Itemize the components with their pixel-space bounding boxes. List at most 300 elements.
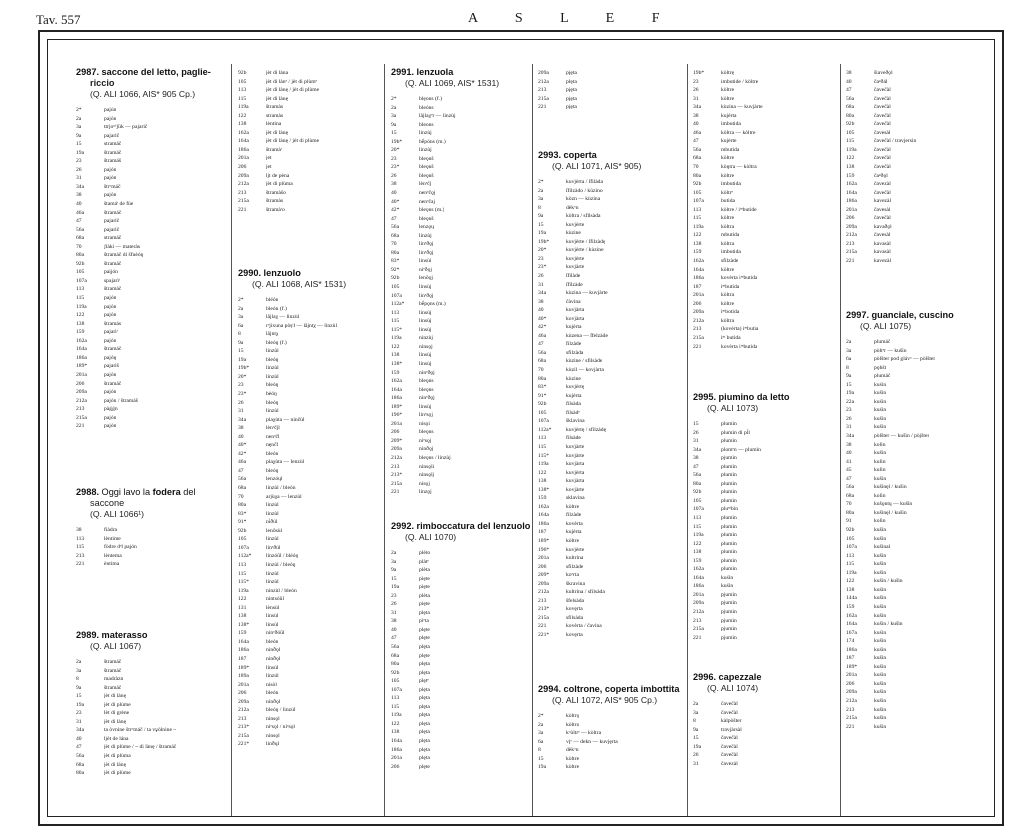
dialect-form: kolìn [874,441,886,448]
entry-row [238,154,319,163]
locality-number: 40 [538,307,544,314]
dialect-form: nenᵉčǫj [419,190,436,197]
locality-number: 144a [846,595,857,602]
dialect-form: linsùl [266,613,279,620]
entry-row [846,680,954,689]
locality-number: 159 [693,249,702,256]
entry-row [238,510,346,519]
entry-row [538,554,641,563]
dialect-form: škla​vina [566,418,585,425]
locality-number: 159 [238,630,247,637]
entry-list [76,526,196,569]
entry-row [391,292,499,301]
entry-row [391,445,499,454]
locality-number: 186a [76,354,87,361]
dialect-form: jèt di plùme [104,770,131,777]
entry-row [391,146,499,155]
locality-number: 213* [238,724,250,731]
entry-row [846,612,954,621]
dialect-form: ljt de pèna [266,172,290,179]
locality-number: 46a [76,209,85,216]
locality-number: 105 [238,78,247,85]
dialect-form: kuvjàrte [566,452,585,459]
entry-list [538,178,641,640]
dialect-form: pìęte [419,584,430,591]
entry-row [391,317,499,326]
section-2992-continued [538,69,577,112]
entry-row [391,643,530,652]
locality-number: 68a [391,652,400,659]
locality-number: 9a [538,213,544,220]
dialect-form: kujèrta [566,529,582,536]
dialect-form: bleóŋ [266,399,279,406]
dialect-form: pajarič [104,218,120,225]
entry-row [538,78,577,87]
locality-number: 23 [391,592,397,599]
dialect-form: bleǫnš [419,155,434,162]
locality-number: 122 [693,540,702,547]
locality-number: 56a [391,224,400,231]
entry-row [238,305,346,314]
entry-row [76,243,211,252]
entry-row [693,180,763,189]
locality-number: 213 [76,552,85,559]
dialect-form: linzùl [266,510,279,517]
entry-row [693,283,763,292]
section-2987 [76,67,211,431]
locality-number: 47 [76,218,82,225]
dialect-form: pajón [104,175,117,182]
section-number: 2990. [238,268,264,278]
dialect-form: pajón [104,295,117,302]
entry-row [391,626,530,635]
dialect-form: plęta [419,729,430,736]
section-title [391,521,530,532]
dialect-form: čavesàl [874,129,891,136]
locality-number: 115 [76,544,85,551]
dialect-form: pįęta [566,70,577,76]
entry-row [538,323,641,332]
dialect-form: kùzine [566,230,581,237]
entry-row [76,718,176,727]
locality-number: 201a [391,420,402,427]
dialect-form: sklavina [566,495,585,502]
section-number: 2996. [693,672,719,682]
locality-number: 70 [693,164,699,171]
dialect-form: linzùl [266,348,279,355]
entry-list [238,69,319,214]
dialect-form: plęte [419,652,430,659]
locality-number: 221 [238,206,247,213]
entry-row [391,180,499,189]
locality-number: 20* [238,373,247,380]
locality-number: 56a [693,146,702,153]
locality-number: 119a [538,461,549,468]
entry-row [391,463,499,472]
dialect-form: ſfilzàdo / kùzino [566,187,603,194]
section-number: 2994. [538,684,564,694]
locality-number: 122 [391,343,400,350]
dialect-form: pàǵǵn [104,406,118,413]
entry-row [693,514,790,523]
dialect-form: jèt di lànę / jèt di plùme [266,87,320,94]
dialect-form: šfelsàda [566,597,585,604]
dialect-form: linzùl / bleón [266,485,296,492]
entry-row [238,621,346,630]
entry-row [76,535,196,544]
entry-row [391,112,499,121]
locality-number: 105 [238,536,247,543]
locality-number: 189* [238,664,250,671]
entry-row [238,501,346,510]
locality-number: 26 [846,415,852,422]
locality-number: 213 [391,463,400,470]
locality-number: 38 [846,441,852,448]
locality-number: 105 [693,497,702,504]
dialect-form: kùzine [566,375,581,382]
dialect-form: pajarič [104,226,120,233]
entry-row [846,483,954,492]
entry-row [391,754,530,763]
locality-number: 3a [693,709,699,716]
dialect-form: jet [266,164,272,171]
entry-row [391,488,499,497]
entry-row [76,380,211,389]
dialect-form: jet [266,155,272,162]
entry-row [76,277,211,286]
locality-number: 8 [538,747,541,754]
dialect-form: èntima [104,561,120,568]
locality-number: 212a [538,78,549,85]
entry-row [846,163,916,172]
locality-number: 215a [538,614,549,621]
dialect-form: kòltre [721,95,735,102]
locality-number: 26 [693,429,699,436]
dialect-form: bleón [266,690,279,697]
locality-number: 206 [538,563,547,570]
dialect-form: ninzùj [419,335,433,342]
entry-row [76,726,176,735]
locality-number: 209* [538,572,550,579]
entry-row [391,454,499,463]
dialect-form: kuśìn [874,398,887,405]
entry-row [76,735,176,744]
locality-number: 19b* [238,365,250,372]
dialect-form: štramàšo [266,189,286,196]
entry-row [76,769,176,778]
dialect-form: plęta [419,703,430,710]
section-title [238,268,346,279]
dialect-form: dèkᵒn [566,747,579,754]
dialect-form: dèkᵒn [566,204,579,211]
locality-number: 159 [846,603,855,610]
plate-inner-frame [47,39,995,817]
dialect-form: štramáč [104,149,122,156]
locality-number: 119a [846,146,857,153]
entry-row [538,486,641,495]
dialect-form: plaχùta — ninčùl [266,416,305,423]
entry-row [538,520,641,529]
dialect-form: imbutida [721,249,741,256]
dialect-form: čavečàl [874,215,891,222]
dialect-form: bleóŋ (f.) [266,339,287,346]
dialect-form: plumìn [721,532,737,539]
entry-row [238,475,346,484]
entry-row [538,86,577,95]
locality-number: 221 [76,561,85,568]
dialect-form: kòltrę [721,70,735,76]
dialect-form: pįęta [566,87,577,94]
locality-number: 215a [391,480,402,487]
section-2996 [693,672,761,768]
locality-number: 68a [76,235,85,242]
locality-number: 56a [693,472,702,479]
locality-number: 9a [76,684,82,691]
locality-number: 92b [538,401,547,408]
dialect-form: čavečàl [874,164,891,171]
entry-row [76,752,176,761]
dialect-form: kòltra [721,317,735,324]
section-heading-text: guanciale, cuscino [871,310,954,320]
locality-number: 40* [238,442,247,449]
entry-row [238,518,346,527]
locality-number: 164a [238,638,249,645]
entry-row [391,95,499,104]
dialect-form: ninᵉðǫj [419,369,435,376]
entry-row [538,357,641,366]
dialect-form: kòltre [721,215,735,222]
dialect-form: imbutide / kòltre [721,78,759,85]
dialect-form: plęta [419,712,430,719]
dialect-form: pìęte [419,601,430,608]
locality-number: 47 [693,138,699,145]
dialect-form: kušìn [874,450,887,457]
dialect-form: imbutida [721,121,741,128]
section-2994-continued [693,69,763,351]
dialect-form: linsùi [419,258,432,265]
locality-number: 221 [846,723,855,730]
dialect-form: lenzǫų [419,224,434,231]
dialect-form: čavečàl [874,112,891,119]
dialect-form: pòlšter pod glávᵒ — pòlšter [874,356,936,363]
dialect-form: ninᵉðǫj [419,395,435,402]
section-title [538,684,679,695]
dialect-form: iᵐbotida [721,309,740,316]
dialect-form: kavezàl [874,198,892,205]
locality-number: 80a [846,509,855,516]
locality-number: 138 [846,586,855,593]
entry-row [391,138,499,147]
entry-row [846,723,954,732]
locality-number: 138* [391,360,403,367]
dialect-form: lènsùl [266,604,280,611]
dialect-form: kuvjèrtę / sfilzàdę [566,426,607,433]
dialect-form: kujèrta [721,112,737,119]
entry-row [391,172,499,181]
entry-row [391,437,499,446]
entry-row [76,209,211,218]
entry-row [391,249,499,258]
entry-row [693,223,763,232]
locality-number: 221* [538,631,550,638]
entry-row [238,587,346,596]
section-source-reference: (Q. ALI 1073) [707,403,759,413]
locality-number: 186a [693,583,704,590]
dialect-form: plęta [419,746,430,753]
dialect-form: nisǫi [419,420,430,427]
entry-row [76,684,176,693]
entry-row [391,686,530,695]
locality-number: 34a [846,433,855,440]
entry-row [238,715,346,724]
dialect-form: linzùl [266,536,279,543]
entry-row [693,608,790,617]
dialect-form: plęta [566,78,577,85]
dialect-form: jèt di lànę [104,718,127,725]
locality-number: 119a [391,712,402,719]
entry-row [693,557,790,566]
dialect-form: linzùj [419,147,432,154]
entry-row [693,112,763,121]
dialect-form: kuvjèrte [566,546,585,553]
entry-row [846,441,954,450]
entry-row [846,586,954,595]
dialect-form: škravina [566,580,585,587]
locality-number: 105 [846,129,855,136]
section-source-reference: (Q. ALI 1075) [860,321,912,331]
entry-row [391,257,499,266]
locality-number: 186a [391,395,402,402]
entry-row [238,322,346,331]
entry-row [693,463,790,472]
locality-number: 15 [391,575,397,582]
locality-number: 209a [846,223,857,230]
locality-number: 119a [238,587,249,594]
section-heading-text: coperta [563,150,597,160]
dialect-form: plumìn [721,421,737,427]
locality-number: 159 [846,172,855,179]
dialect-form: pajón [104,414,117,421]
entry-row [238,646,346,655]
dialect-form: kuśìn [874,672,887,679]
locality-number: 119a [693,532,704,539]
dialect-form: čavečàl [721,701,738,707]
entry-row [538,187,641,196]
dialect-form: štamáᵗ de fùe [104,201,134,208]
section-number: 2987. [76,67,102,77]
dialect-form: štramáč [104,380,122,387]
dialect-form: kᵒùltrᵉ — kòltra [566,730,602,737]
dialect-form: linsùl [266,621,279,628]
locality-number: 112a* [238,553,252,560]
dialect-form: čaᵍðǫl [874,172,888,179]
dialect-form: lâjlaχᵉr — linzùj [419,113,456,120]
section-source-reference: (Q. ALI 1069, AIS* 1531) [405,78,500,88]
entry-row [846,517,954,526]
dialect-form: linzóŭl / bléóŋ [266,553,299,560]
locality-number: 162a [693,258,704,265]
dialect-form: kušìnęl / kušìn [874,484,907,491]
dialect-form: plàtᵒ [419,558,429,565]
section-title [76,67,211,78]
locality-number: 212a [538,589,549,596]
locality-number: 201a [846,672,857,679]
entry-row [693,214,763,223]
dialect-form: lâjntχ [266,331,279,338]
dialect-form: lenǒsùl [266,527,283,534]
dialect-form: čavečàl / travjersìn [874,138,917,145]
locality-number: 8 [693,718,696,725]
section-2989 [76,630,176,778]
locality-number: 221 [76,423,85,430]
locality-number: 122 [693,232,702,239]
dialect-form: fiàdra [104,527,118,533]
locality-number: 119a [391,335,402,342]
dialect-form: čavečàl [874,87,891,94]
entry-row [76,303,211,312]
entry-row [538,511,641,520]
entry-row [391,394,499,403]
locality-number: 92b [391,275,400,282]
locality-number: 92b [846,527,855,534]
dialect-form: pìęte [419,575,430,582]
entry-row [693,437,790,446]
locality-number: 80a [238,502,247,509]
dialect-form: iᵐ butida [721,334,741,341]
dialect-form: lenǒǫj [419,275,433,282]
locality-number: 159 [693,557,702,564]
locality-number: 209a [538,580,549,587]
locality-number: 213 [76,406,85,413]
locality-number: 56a [76,753,85,760]
locality-number: 46a [693,129,702,136]
entry-row [693,574,790,583]
locality-number: 189* [391,403,403,410]
locality-number: 105 [391,284,400,291]
entry-row [238,544,346,553]
entry-row [76,115,211,124]
locality-number: 221 [538,104,547,111]
locality-number: 209a [238,698,249,705]
section-2988 [76,487,196,569]
entry-row [846,86,916,95]
entry-row [238,69,319,78]
section-heading-continuation: riccio [90,78,115,88]
dialect-form: niᵉsǫj [419,437,432,444]
locality-number: 68a [238,485,247,492]
locality-number: 206 [391,429,400,436]
entry-row [391,326,499,335]
locality-number: 113 [538,435,547,442]
entry-row [391,198,499,207]
entry-row [846,172,916,181]
dialect-form: kòzn — kùzina [566,196,601,203]
entry-row [76,174,211,183]
locality-number: 83* [391,258,400,265]
dialect-form: kušìn [874,697,887,704]
dialect-form: ninðǫl [266,698,281,705]
locality-number: 113 [76,535,85,542]
entry-row [391,283,499,292]
locality-number: 164a [846,189,857,196]
dialect-form: plumìn [721,472,737,479]
dialect-form: pajón [104,192,117,199]
locality-number: 201a [238,155,249,162]
dialect-form: kušìn [874,680,887,687]
locality-number: 115* [538,452,549,459]
locality-number: 91* [538,392,547,399]
locality-number: 215a [693,626,704,633]
